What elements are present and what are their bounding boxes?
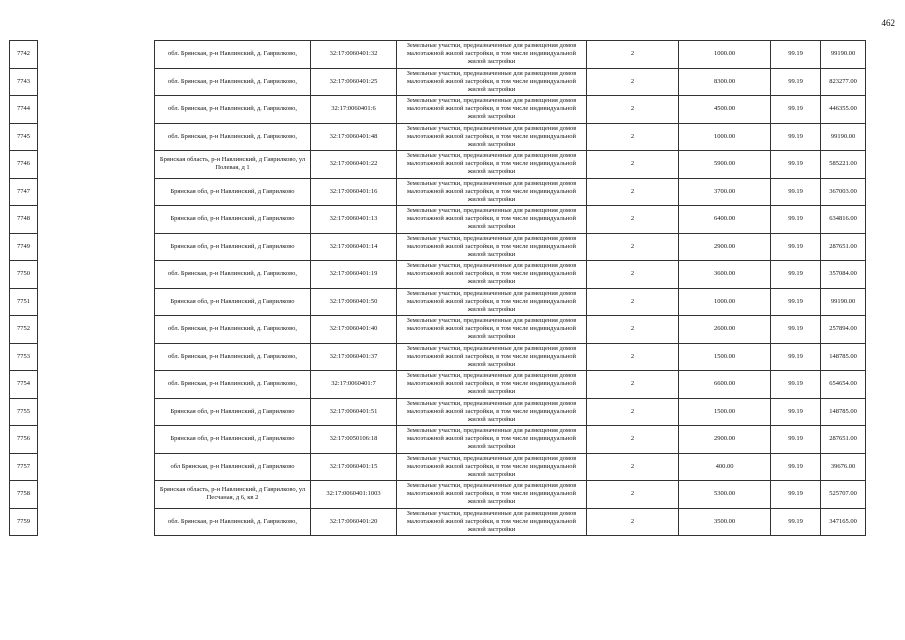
cell-rate: 99.19 <box>771 151 821 179</box>
cell-gap <box>38 481 155 509</box>
cell-gap <box>38 68 155 96</box>
cell-rate: 99.19 <box>771 481 821 509</box>
cell-group: 2 <box>587 288 679 316</box>
cell-cadastral-number: 32:17:0060401:20 <box>311 508 397 536</box>
cell-gap <box>38 288 155 316</box>
cell-group: 2 <box>587 206 679 234</box>
cell-cadastral-number: 32:17:0060401:25 <box>311 68 397 96</box>
cell-group: 2 <box>587 123 679 151</box>
cell-cadastral-value: 148785.00 <box>821 343 866 371</box>
cell-land-use: Земельные участки, предназначенные для размещения домов малоэтажной жилой застройки, в том числе индивидуальной жилой застройки <box>397 123 587 151</box>
cell-number: 7755 <box>10 398 38 426</box>
cell-land-use: Земельные участки, предназначенные для размещения домов малоэтажной жилой застройки, в том числе индивидуальной жилой застройки <box>397 41 587 69</box>
cell-number: 7748 <box>10 206 38 234</box>
cell-land-use: Земельные участки, предназначенные для размещения домов малоэтажной жилой застройки, в том числе индивидуальной жилой застройки <box>397 151 587 179</box>
cell-area: 1500.00 <box>679 398 771 426</box>
cell-group: 2 <box>587 398 679 426</box>
cell-cadastral-number: 32:17:0060401:19 <box>311 261 397 289</box>
cell-area: 2600.00 <box>679 316 771 344</box>
cell-rate: 99.19 <box>771 206 821 234</box>
cell-cadastral-number: 32:17:0060401:51 <box>311 398 397 426</box>
cell-area: 5300.00 <box>679 481 771 509</box>
cell-land-use: Земельные участки, предназначенные для размещения домов малоэтажной жилой застройки, в том числе индивидуальной жилой застройки <box>397 206 587 234</box>
cell-group: 2 <box>587 453 679 481</box>
table-row <box>10 508 866 536</box>
cell-group: 2 <box>587 96 679 124</box>
cell-area: 1000.00 <box>679 41 771 69</box>
cell-group: 2 <box>587 426 679 454</box>
cell-gap <box>38 371 155 399</box>
cell-address: обл. Брянская, р-н Навлинский, д. Гаврилково, <box>155 68 311 96</box>
land-registry-table <box>9 40 866 536</box>
cell-gap <box>38 123 155 151</box>
cell-number: 7743 <box>10 68 38 96</box>
cell-cadastral-value: 634816.00 <box>821 206 866 234</box>
cell-address: обл Брянская, р-н Навлинский, д Гаврилково <box>155 453 311 481</box>
cell-cadastral-number: 32:17:0060401:6 <box>311 96 397 124</box>
cell-cadastral-number: 32:17:0060401:1003 <box>311 481 397 509</box>
cell-cadastral-number: 32:17:0060401:37 <box>311 343 397 371</box>
cell-group: 2 <box>587 371 679 399</box>
cell-group: 2 <box>587 508 679 536</box>
cell-address: обл. Брянская, р-н Навлинский, д. Гаврилково, <box>155 371 311 399</box>
table-row <box>10 123 866 151</box>
cell-address: обл. Брянская, р-н Навлинский, д. Гаврилково, <box>155 343 311 371</box>
table-row <box>10 68 866 96</box>
cell-cadastral-value: 823277.00 <box>821 68 866 96</box>
cell-rate: 99.19 <box>771 178 821 206</box>
cell-gap <box>38 316 155 344</box>
table-row <box>10 426 866 454</box>
cell-area: 5900.00 <box>679 151 771 179</box>
cell-area: 3700.00 <box>679 178 771 206</box>
cell-area: 2900.00 <box>679 426 771 454</box>
cell-cadastral-value: 99190.00 <box>821 288 866 316</box>
cell-area: 6600.00 <box>679 371 771 399</box>
table-row <box>10 96 866 124</box>
cell-rate: 99.19 <box>771 123 821 151</box>
cell-address: Брянская обл, р-н Навлинский, д Гаврилково <box>155 288 311 316</box>
cell-cadastral-value: 148785.00 <box>821 398 866 426</box>
cell-cadastral-number: 32:17:0060401:16 <box>311 178 397 206</box>
cell-cadastral-number: 32:17:0050106:18 <box>311 426 397 454</box>
cell-rate: 99.19 <box>771 426 821 454</box>
cell-rate: 99.19 <box>771 371 821 399</box>
cell-address: Брянская обл, р-н Навлинский, д Гаврилково <box>155 233 311 261</box>
cell-cadastral-value: 99190.00 <box>821 41 866 69</box>
cell-land-use: Земельные участки, предназначенные для размещения домов малоэтажной жилой застройки, в том числе индивидуальной жилой застройки <box>397 343 587 371</box>
cell-address: Брянская область, р-н Навлинский, д Гаврилково, ул Полевая, д 1 <box>155 151 311 179</box>
cell-cadastral-number: 32:17:0060401:50 <box>311 288 397 316</box>
table-row <box>10 343 866 371</box>
cell-rate: 99.19 <box>771 233 821 261</box>
cell-land-use: Земельные участки, предназначенные для размещения домов малоэтажной жилой застройки, в том числе индивидуальной жилой застройки <box>397 508 587 536</box>
cell-land-use: Земельные участки, предназначенные для размещения домов малоэтажной жилой застройки, в том числе индивидуальной жилой застройки <box>397 426 587 454</box>
cell-cadastral-value: 654654.00 <box>821 371 866 399</box>
cell-number: 7757 <box>10 453 38 481</box>
cell-group: 2 <box>587 178 679 206</box>
table-row <box>10 481 866 509</box>
cell-gap <box>38 178 155 206</box>
cell-cadastral-value: 347165.00 <box>821 508 866 536</box>
cell-address: обл. Брянская, р-н Навлинский, д. Гаврилково, <box>155 96 311 124</box>
cell-gap <box>38 508 155 536</box>
cell-rate: 99.19 <box>771 41 821 69</box>
cell-address: Брянская обл, р-н Навлинский, д Гаврилково <box>155 426 311 454</box>
cell-number: 7751 <box>10 288 38 316</box>
cell-land-use: Земельные участки, предназначенные для размещения домов малоэтажной жилой застройки, в том числе индивидуальной жилой застройки <box>397 178 587 206</box>
cell-land-use: Земельные участки, предназначенные для размещения домов малоэтажной жилой застройки, в том числе индивидуальной жилой застройки <box>397 68 587 96</box>
cell-area: 6400.00 <box>679 206 771 234</box>
cell-land-use: Земельные участки, предназначенные для размещения домов малоэтажной жилой застройки, в том числе индивидуальной жилой застройки <box>397 233 587 261</box>
cell-rate: 99.19 <box>771 288 821 316</box>
cell-area: 1500.00 <box>679 343 771 371</box>
cell-land-use: Земельные участки, предназначенные для размещения домов малоэтажной жилой застройки, в том числе индивидуальной жилой застройки <box>397 316 587 344</box>
cell-group: 2 <box>587 233 679 261</box>
cell-rate: 99.19 <box>771 68 821 96</box>
cell-address: обл. Брянская, р-н Навлинский, д. Гаврилково, <box>155 123 311 151</box>
cell-area: 1000.00 <box>679 288 771 316</box>
cell-area: 4500.00 <box>679 96 771 124</box>
table-body <box>10 41 866 536</box>
cell-cadastral-number: 32:17:0060401:7 <box>311 371 397 399</box>
cell-number: 7750 <box>10 261 38 289</box>
cell-gap <box>38 206 155 234</box>
cell-rate: 99.19 <box>771 508 821 536</box>
cell-area: 1000.00 <box>679 123 771 151</box>
cell-number: 7744 <box>10 96 38 124</box>
cell-group: 2 <box>587 481 679 509</box>
cell-number: 7753 <box>10 343 38 371</box>
table-row <box>10 206 866 234</box>
cell-rate: 99.19 <box>771 316 821 344</box>
cell-cadastral-number: 32:17:0060401:48 <box>311 123 397 151</box>
cell-land-use: Земельные участки, предназначенные для размещения домов малоэтажной жилой застройки, в том числе индивидуальной жилой застройки <box>397 453 587 481</box>
cell-area: 2900.00 <box>679 233 771 261</box>
cell-land-use: Земельные участки, предназначенные для размещения домов малоэтажной жилой застройки, в том числе индивидуальной жилой застройки <box>397 398 587 426</box>
cell-group: 2 <box>587 41 679 69</box>
cell-gap <box>38 41 155 69</box>
cell-number: 7759 <box>10 508 38 536</box>
cell-cadastral-number: 32:17:0060401:32 <box>311 41 397 69</box>
cell-number: 7758 <box>10 481 38 509</box>
cell-number: 7745 <box>10 123 38 151</box>
cell-cadastral-value: 525707.00 <box>821 481 866 509</box>
cell-cadastral-value: 367003.00 <box>821 178 866 206</box>
cell-land-use: Земельные участки, предназначенные для размещения домов малоэтажной жилой застройки, в том числе индивидуальной жилой застройки <box>397 96 587 124</box>
table-row <box>10 233 866 261</box>
cell-cadastral-number: 32:17:0060401:40 <box>311 316 397 344</box>
cell-number: 7742 <box>10 41 38 69</box>
cell-group: 2 <box>587 68 679 96</box>
cell-area: 3500.00 <box>679 508 771 536</box>
cell-cadastral-value: 357084.00 <box>821 261 866 289</box>
cell-land-use: Земельные участки, предназначенные для размещения домов малоэтажной жилой застройки, в том числе индивидуальной жилой застройки <box>397 371 587 399</box>
cell-number: 7754 <box>10 371 38 399</box>
cell-address: Брянская обл, р-н Навлинский, д Гаврилково <box>155 398 311 426</box>
cell-rate: 99.19 <box>771 398 821 426</box>
cell-address: обл. Брянская, р-н Навлинский, д. Гаврилково, <box>155 508 311 536</box>
table-row <box>10 41 866 69</box>
cell-rate: 99.19 <box>771 96 821 124</box>
cell-area: 8300.00 <box>679 68 771 96</box>
table-row <box>10 288 866 316</box>
cell-cadastral-number: 32:17:0060401:22 <box>311 151 397 179</box>
cell-number: 7747 <box>10 178 38 206</box>
cell-number: 7749 <box>10 233 38 261</box>
table-row <box>10 316 866 344</box>
cell-address: обл. Брянская, р-н Навлинский, д. Гаврилково, <box>155 316 311 344</box>
page-number: 462 <box>881 18 895 28</box>
cell-rate: 99.19 <box>771 453 821 481</box>
cell-group: 2 <box>587 261 679 289</box>
cell-group: 2 <box>587 151 679 179</box>
cell-cadastral-value: 257894.00 <box>821 316 866 344</box>
cell-gap <box>38 261 155 289</box>
table-row <box>10 453 866 481</box>
cell-cadastral-value: 287651.00 <box>821 426 866 454</box>
cell-gap <box>38 343 155 371</box>
cell-area: 400.00 <box>679 453 771 481</box>
table-row <box>10 371 866 399</box>
cell-cadastral-value: 287651.00 <box>821 233 866 261</box>
cell-address: обл. Брянская, р-н Навлинский, д. Гаврилково, <box>155 41 311 69</box>
cell-number: 7756 <box>10 426 38 454</box>
cell-group: 2 <box>587 316 679 344</box>
cell-address: Брянская область, р-н Навлинский, д Гаврилково, ул Песчаная, д 6, кв 2 <box>155 481 311 509</box>
cell-land-use: Земельные участки, предназначенные для размещения домов малоэтажной жилой застройки, в том числе индивидуальной жилой застройки <box>397 288 587 316</box>
cell-address: Брянская обл, р-н Навлинский, д Гаврилково <box>155 206 311 234</box>
cell-gap <box>38 398 155 426</box>
table-row <box>10 261 866 289</box>
cell-land-use: Земельные участки, предназначенные для размещения домов малоэтажной жилой застройки, в том числе индивидуальной жилой застройки <box>397 261 587 289</box>
cell-group: 2 <box>587 343 679 371</box>
cell-area: 3600.00 <box>679 261 771 289</box>
table-row <box>10 398 866 426</box>
cell-cadastral-value: 585221.00 <box>821 151 866 179</box>
cell-rate: 99.19 <box>771 343 821 371</box>
cell-address: обл. Брянская, р-н Навлинский, д. Гаврилково, <box>155 261 311 289</box>
cell-gap <box>38 151 155 179</box>
cell-cadastral-value: 446355.00 <box>821 96 866 124</box>
cell-address: Брянская обл, р-н Навлинский, д Гаврилково <box>155 178 311 206</box>
cell-cadastral-value: 99190.00 <box>821 123 866 151</box>
table-row <box>10 151 866 179</box>
cell-gap <box>38 233 155 261</box>
cell-number: 7746 <box>10 151 38 179</box>
cell-cadastral-number: 32:17:0060401:15 <box>311 453 397 481</box>
cell-number: 7752 <box>10 316 38 344</box>
cell-gap <box>38 96 155 124</box>
cell-gap <box>38 426 155 454</box>
cell-land-use: Земельные участки, предназначенные для размещения домов малоэтажной жилой застройки, в том числе индивидуальной жилой застройки <box>397 481 587 509</box>
cell-cadastral-value: 39676.00 <box>821 453 866 481</box>
cell-cadastral-number: 32:17:0060401:14 <box>311 233 397 261</box>
cell-cadastral-number: 32:17:0060401:13 <box>311 206 397 234</box>
cell-rate: 99.19 <box>771 261 821 289</box>
table-row <box>10 178 866 206</box>
cell-gap <box>38 453 155 481</box>
